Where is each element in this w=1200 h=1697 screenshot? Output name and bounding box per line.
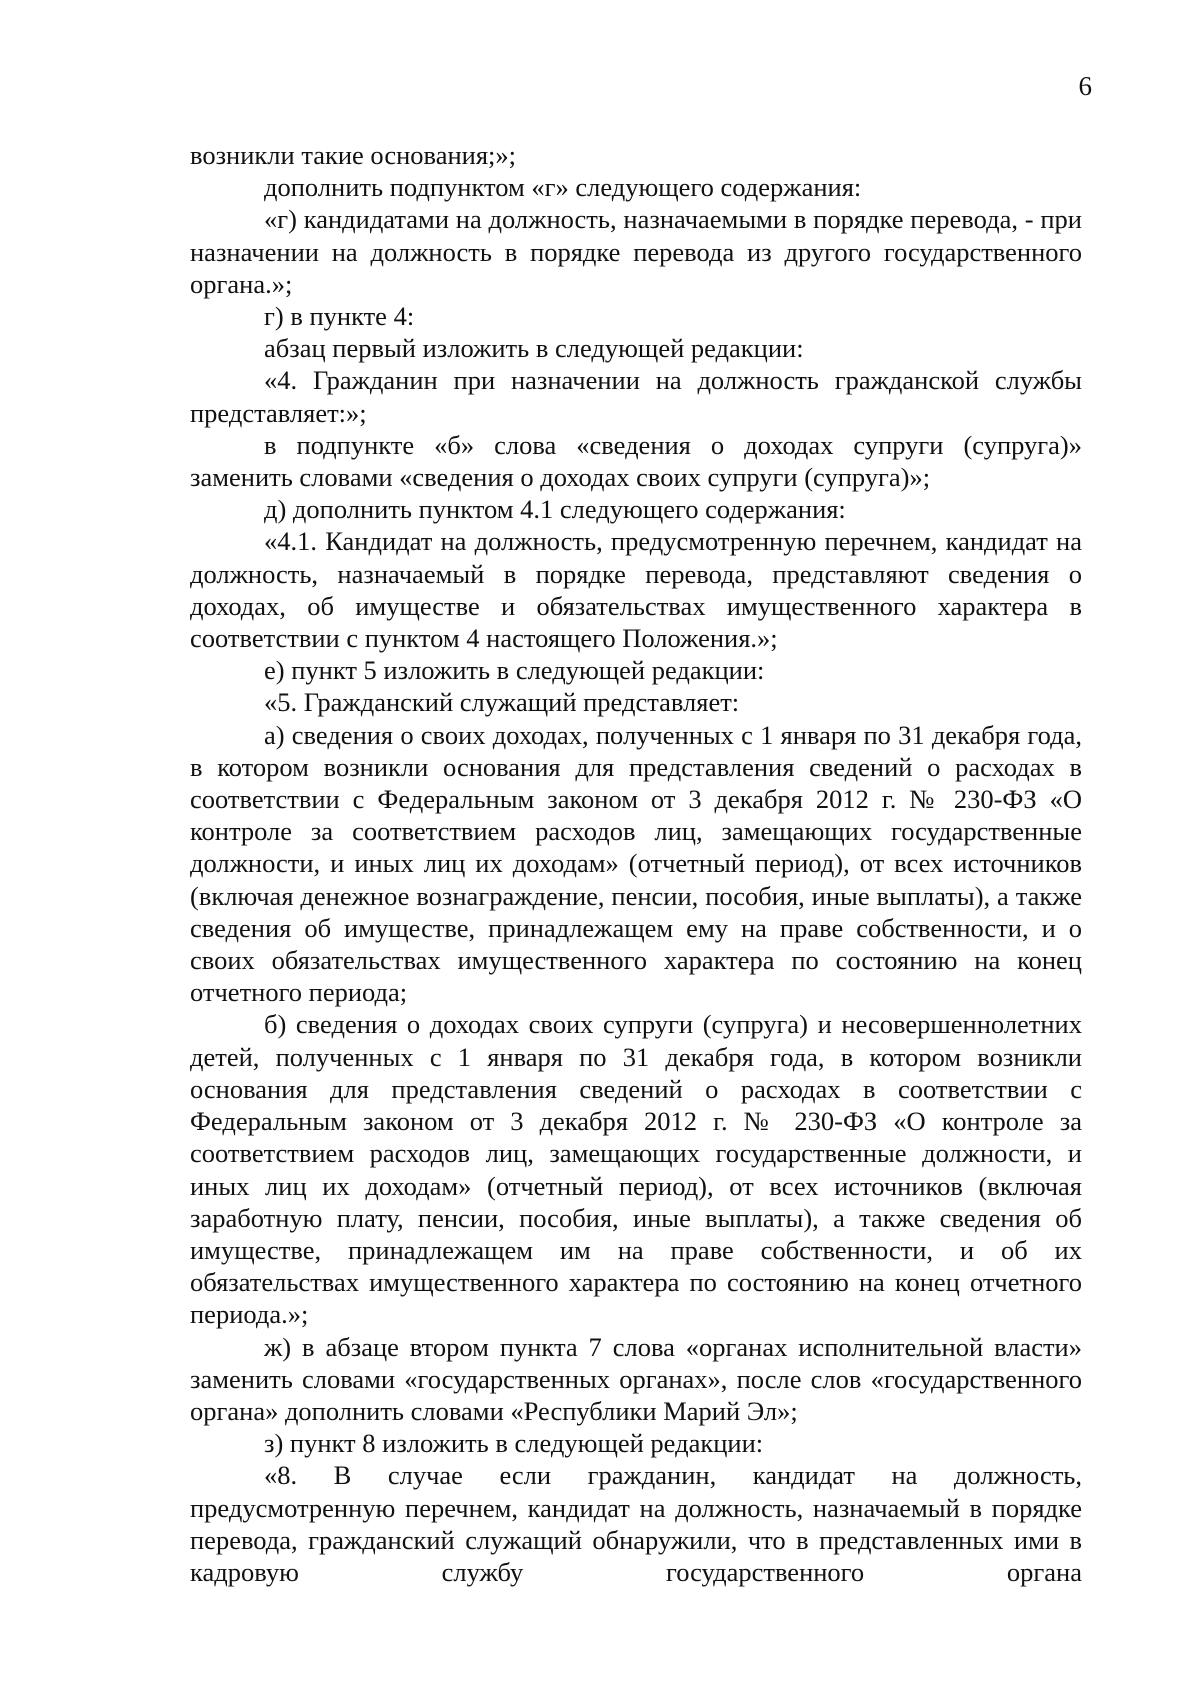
paragraph-item-d: д) дополнить пунктом 4.1 следующего содержания:	[264, 494, 846, 525]
paragraph-item-e: е) пункт 5 изложить в следующей редакции:	[264, 655, 765, 686]
paragraph-clause-5-intro: «5. Гражданский служащий представляет:	[264, 687, 740, 718]
paragraph-subitem-b-replace: в подпункте «б» слова «сведения о доходах супруги (супруга)» заменить словами «сведения о доходах своих супруги (супруга)»;	[190, 429, 1082, 493]
page-number: 6	[1078, 71, 1092, 101]
paragraph-item-z: з) пункт 8 изложить в следующей редакции:	[264, 1428, 764, 1459]
paragraph-clause-4-1-text: «4.1. Кандидат на должность, предусмотренную перечнем, кандидат на должность, назначаемый в порядке перевода, представляют сведения о доходах, об имуществе и обязательствах имущественного характера в соответствии с пунктом 4 настоящего Положения.»;	[190, 526, 1082, 654]
document-body	[190, 139, 1082, 1588]
paragraph-clause-8-text: «8. В случае если гражданин, кандидат на должность, предусмотренную перечнем, кандидат на должность, назначаемый в порядке перевода, гражданский служащий обнаружили, что в представленных ими в кадровую службу государственного органа	[190, 1460, 1082, 1587]
paragraph-add-subitem-g: дополнить подпунктом «г» следующего содержания:	[264, 172, 862, 203]
paragraph-clause-4-text: «4. Гражданин при назначении на должность гражданской службы представляет:»;	[190, 365, 1082, 428]
paragraph-subitem-g-text: «г) кандидатами на должность, назначаемыми в порядке перевода, - при назначении на должность в порядке перевода из другого государственного органа.»;	[190, 204, 1082, 299]
paragraph-item-g-clause-4: г) в пункте 4:	[264, 301, 415, 332]
paragraph-clause-5-b: б) сведения о доходах своих супруги (супруга) и несовершеннолетних детей, полученных с 1 января по 31 декабря года, в котором возникли основания для представления сведений о расходах в соответствии с Федеральным законом от 3 декабря 2012 г. № 230-ФЗ «О контроле за соответствием расходов лиц, замещающих государственные должности, и иных лиц их доходам» (отчетный период), от всех источников (включая заработную плату, пенсии, пособия, иные выплаты), а также сведения об имуществе, принадлежащем им на праве собственности, и об их обязательствах имущественного характера по состоянию на конец отчетного периода.»;	[190, 1009, 1082, 1330]
paragraph-continuation: возникли такие основания;»;	[190, 140, 516, 170]
paragraph-item-zh: ж) в абзаце втором пункта 7 слова «органах исполнительной власти» заменить словами «государственных органах», после слов «государственного органа» дополнить словами «Республики Марий Эл»;	[190, 1331, 1082, 1426]
paragraph-clause-5-a: а) сведения о своих доходах, полученных с 1 января по 31 декабря года, в котором возникли основания для представления сведений о расходах в соответствии с Федеральным законом от 3 декабря 2012 г. № 230-ФЗ «О контроле за соответствием расходов лиц, замещающих государственные должности, и иных лиц их доходам» (отчетный период), от всех источников (включая денежное вознаграждение, пенсии, пособия, иные выплаты), а также сведения об имуществе, принадлежащем ему на праве собственности, и о своих обязательствах имущественного характера по состоянию на конец отчетного периода;	[190, 719, 1082, 1008]
paragraph-first-abzac: абзац первый изложить в следующей редакции:	[264, 333, 804, 364]
